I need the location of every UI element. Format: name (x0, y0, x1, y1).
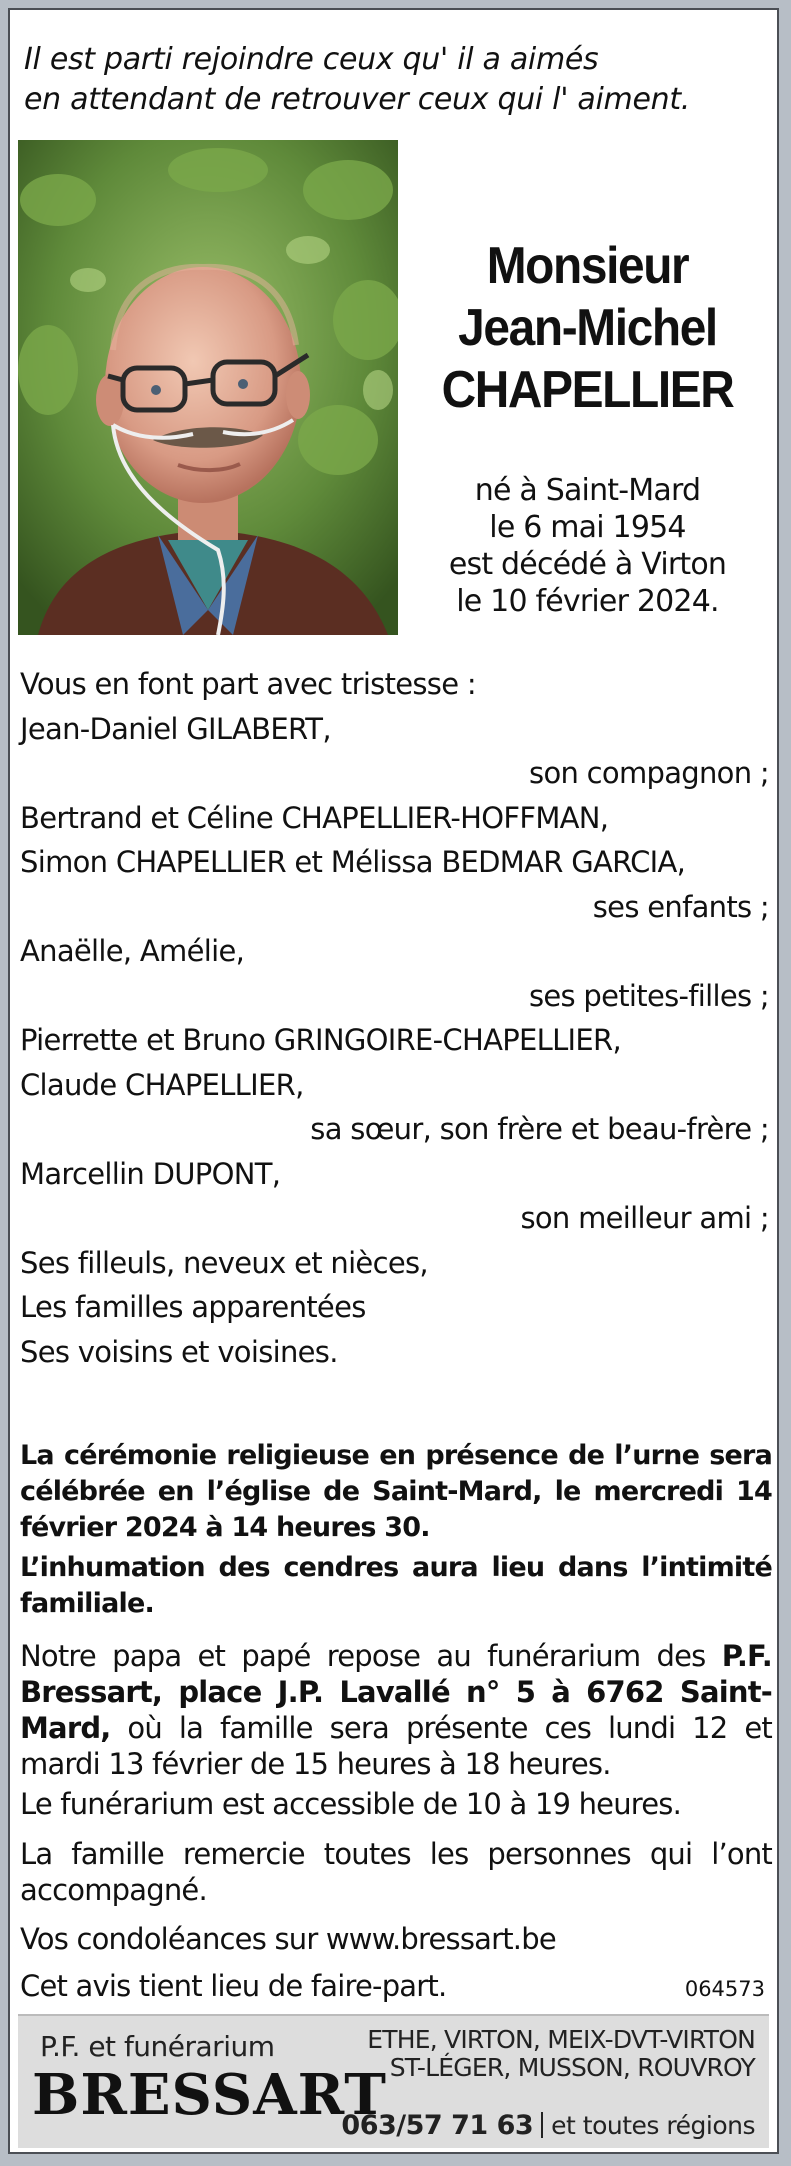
deceased-name (424, 235, 751, 421)
notice-text: Cet avis tient lieu de faire-part. (20, 1969, 447, 2003)
rest-suffix: où la famille sera présente ces lundi 12 et mardi 13 février de 15 heures à 18 heures. (20, 1711, 772, 1781)
family-member: Ses voisins et voisines. (20, 1334, 338, 1369)
obituary-notice (8, 8, 779, 2154)
footer-towns (367, 2026, 755, 2082)
reference-number: 064573 (684, 1977, 765, 2001)
opening-hours: Le funérarium est accessible de 10 à 19 heures. (20, 1787, 682, 1821)
condolences-text: Vos condoléances sur www.bressart.be (20, 1922, 556, 1956)
family-list (20, 662, 775, 1374)
thanks-text: La famille remercie toutes les personnes qui l’ont accompagné. (20, 1837, 772, 1907)
footer-town-line: ETHE, VIRTON, MEIX-DVT-VIRTON (367, 2025, 755, 2054)
family-member: Marcellin DUPONT, (20, 1156, 281, 1191)
footer-regions: et toutes régions (551, 2111, 755, 2140)
rest-prefix: Notre papa et papé repose au funérarium des (20, 1639, 722, 1673)
ceremony-info: La cérémonie religieuse en présence de l’urne sera célébrée en l’église de Saint-Mard, le mercredi 14 février 2024 à 14 heures 30. (20, 1440, 772, 1543)
footer-divider (541, 2112, 543, 2138)
family-member: Pierrette et Bruno GRINGOIRE-CHAPELLIER, (20, 1023, 621, 1057)
portrait-illustration (18, 140, 398, 635)
relation-label: son compagnon ; (529, 756, 769, 790)
death-date: le 10 février 2024. (456, 584, 719, 619)
death-place: est décédé à Virton (448, 547, 727, 582)
family-member: Les familles apparentées (20, 1290, 366, 1324)
footer-subtitle: P.F. et funérarium (40, 2030, 275, 2063)
relation-label: sa sœur, son frère et beau-frère ; (310, 1112, 769, 1146)
family-member: Jean-Daniel GILABERT, (20, 711, 331, 746)
name-first: Jean-Michel (458, 299, 717, 357)
funeral-home-footer (18, 2014, 769, 2148)
funeral-home-info (20, 1638, 772, 1782)
family-member: Claude CHAPELLIER, (20, 1067, 304, 1102)
portrait-photo (18, 140, 398, 635)
birth-date: le 6 mai 1954 (489, 510, 686, 545)
epitaph-line: en attendant de retrouver ceux qui l' aiment. (24, 82, 691, 117)
family-member: Anaëlle, Amélie, (20, 934, 245, 968)
name-title: Monsieur (486, 237, 689, 295)
intro-line: Vous en font part avec tristesse : (20, 667, 476, 701)
birth-place: né à Saint-Mard (474, 473, 701, 508)
relation-label: son meilleur ami ; (520, 1201, 769, 1235)
footer-phone: 063/57 71 63 (341, 2110, 534, 2141)
funeral-home-address: P.F. Bressart, place J.P. Lavallé n° 5 à 6762 Saint-Mard, (20, 1639, 772, 1745)
family-member: Bertrand et Céline CHAPELLIER-HOFFMAN, (20, 800, 609, 835)
family-member: Simon CHAPELLIER et Mélissa BEDMAR GARCIA, (20, 845, 686, 879)
epitaph-line: Il est parti rejoindre ceux qu' il a aimés (24, 42, 599, 77)
footer-town-line: ST-LÉGER, MUSSON, ROUVROY (389, 2053, 755, 2082)
burial-info: L’inhumation des cendres aura lieu dans l’intimité familiale. (20, 1552, 772, 1619)
relation-label: ses enfants ; (592, 889, 769, 924)
family-member: Ses filleuls, neveux et nièces, (20, 1245, 428, 1280)
life-dates (410, 472, 765, 620)
footer-contact (341, 2110, 755, 2141)
footer-brand-logo: BRESSART (32, 2062, 387, 2128)
epitaph (24, 40, 764, 120)
relation-label: ses petites-filles ; (528, 978, 769, 1013)
name-last: CHAPELLIER (441, 361, 734, 419)
